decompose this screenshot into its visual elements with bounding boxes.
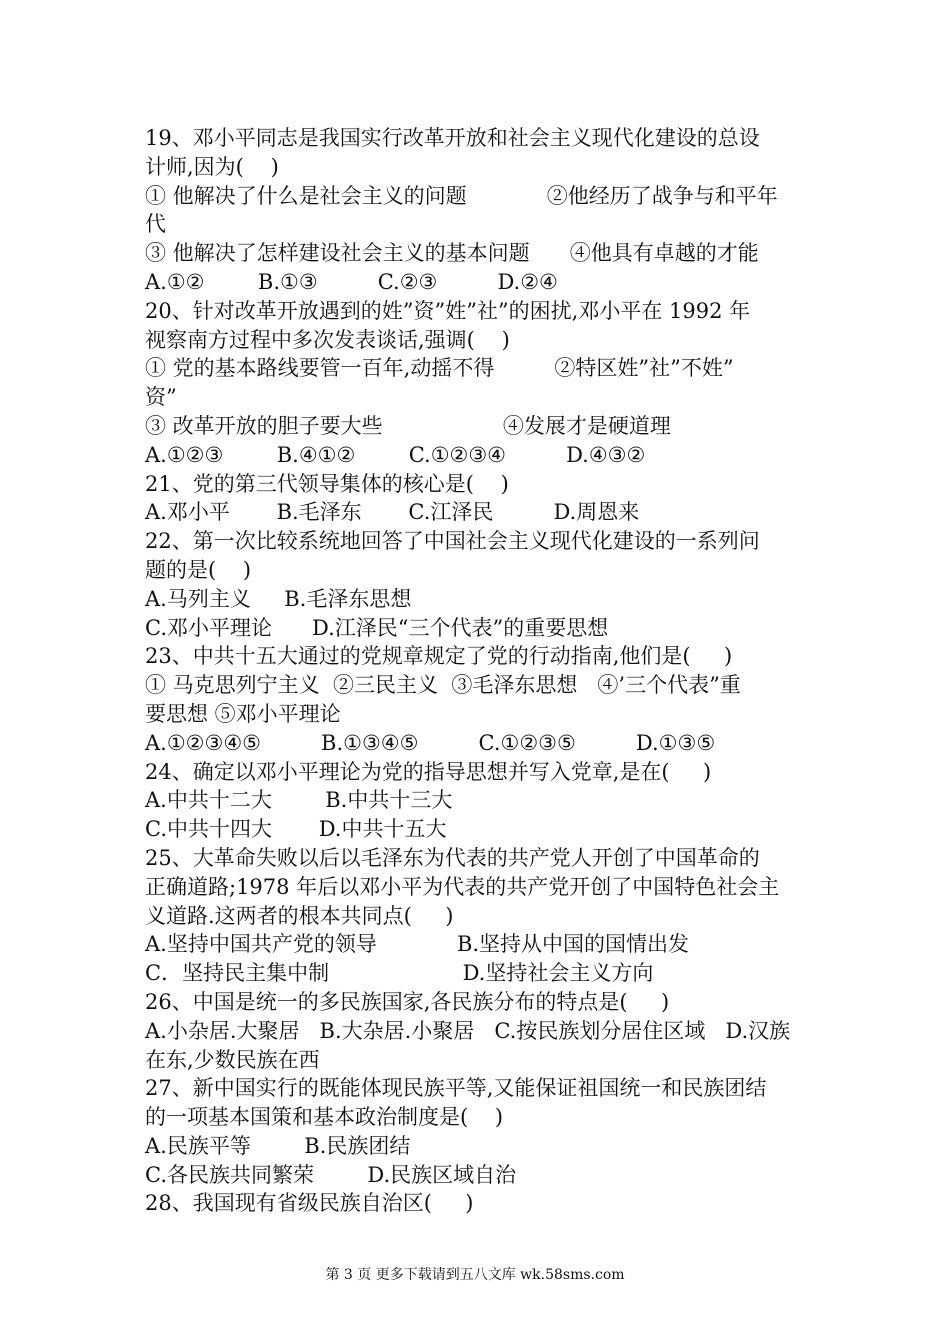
- text-line: A.邓小平 B.毛泽东 C.江泽民 D.周恩来: [145, 500, 640, 525]
- text-line: 资”: [145, 385, 177, 410]
- text-line: A.马列主义 B.毛泽东思想: [145, 586, 412, 611]
- text-line: ③ 改革开放的胆子要大些 ④发展才是硬道理: [145, 413, 671, 438]
- text-line: 27、新中国实行的既能体现民族平等,又能保证祖国统一和民族团结: [145, 1076, 767, 1101]
- text-line: 计师,因为( ): [145, 154, 279, 179]
- text-line: ① 党的基本路线要管一百年,动摇不得 ②特区姓”社”不姓”: [145, 356, 734, 381]
- text-line: 26、中国是统一的多民族国家,各民族分布的特点是( ): [145, 989, 670, 1014]
- text-line: 正确道路;1978 年后以邓小平为代表的共产党开创了中国特色社会主: [145, 874, 780, 899]
- text-line: ③ 他解决了怎样建设社会主义的基本问题 ④他具有卓越的才能: [145, 241, 759, 266]
- text-line: 25、大革命失败以后以毛泽东为代表的共产党人开创了中国革命的: [145, 845, 760, 870]
- text-line: 23、中共十五大通过的党规章规定了党的行动指南,他们是( ): [145, 644, 733, 669]
- text-line: 要思想 ⑤邓小平理论: [145, 701, 341, 726]
- text-line: 题的是( ): [145, 557, 252, 582]
- text-line: A.中共十二大 B.中共十三大: [145, 788, 453, 813]
- page-footer: 第 3 页 更多下载请到五八文库 wk.58sms.com: [325, 1267, 625, 1283]
- text-line: 视察南方过程中多次发表谈话,强调( ): [145, 327, 510, 352]
- text-line: 在东,少数民族在西: [145, 1047, 320, 1072]
- text-line: C.中共十四大 D.中共十五大: [145, 817, 447, 842]
- text-line: A.①②③④⑤ B.①③④⑤ C.①②③⑤ D.①③⑤: [145, 730, 716, 755]
- text-line: C.邓小平理论 D.江泽民“三个代表”的重要思想: [145, 615, 609, 640]
- text-line: 代: [145, 212, 166, 237]
- text-line: 22、第一次比较系统地回答了中国社会主义现代化建设的一系列问: [145, 529, 760, 554]
- text-line: A.①② B.①③ C.②③ D.②④: [145, 269, 558, 294]
- text-line: 的一项基本国策和基本政治制度是( ): [145, 1105, 504, 1130]
- text-line: A.小杂居.大聚居 B.大杂居.小聚居 C.按民族划分居住区域 D.汉族: [145, 1018, 791, 1043]
- text-line: 21、党的第三代领导集体的核心是( ): [145, 471, 509, 496]
- text-line: 19、邓小平同志是我国实行改革开放和社会主义现代化建设的总设: [145, 126, 760, 150]
- text-line: ① 马克思列宁主义 ②三民主义 ③毛泽东思想 ④’三个代表”重: [145, 673, 741, 698]
- text-line: 28、我国现有省级民族自治区( ): [145, 1191, 474, 1216]
- text-line: 20、针对改革开放遇到的姓”资”姓”社”的困扰,邓小平在 1992 年: [145, 298, 751, 323]
- text-line: 义道路.这两者的根本共同点( ): [145, 903, 454, 928]
- text-line: A.坚持中国共产党的领导 B.坚持从中国的国情出发: [145, 932, 690, 957]
- text-line: 24、确定以邓小平理论为党的指导思想并写入党章,是在( ): [145, 759, 712, 784]
- question-content: [145, 124, 810, 1218]
- text-line: A.①②③ B.④①② C.①②③④ D.④③②: [145, 442, 646, 467]
- text-line: C．坚持民主集中制 D.坚持社会主义方向: [145, 961, 654, 986]
- text-line: ① 他解决了什么是社会主义的问题 ②他经历了战争与和平年: [145, 183, 778, 208]
- text-line: A.民族平等 B.民族团结: [145, 1133, 411, 1158]
- text-line: C.各民族共同繁荣 D.民族区域自治: [145, 1162, 517, 1187]
